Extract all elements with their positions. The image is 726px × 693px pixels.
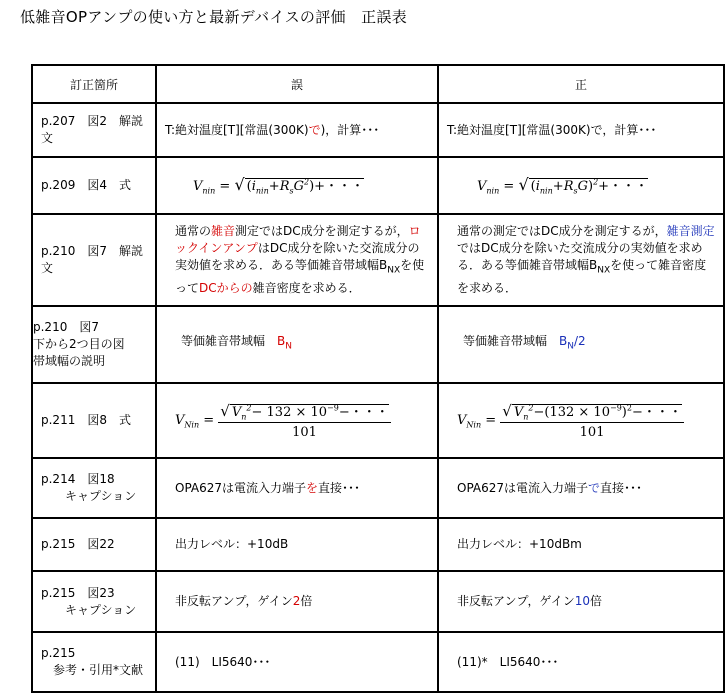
text-segment: 出力レベル：+10dBm — [457, 537, 582, 551]
denominator: 101 — [292, 425, 317, 441]
text-segment: 雑音密度を求める． — [252, 280, 361, 295]
row-location — [32, 157, 156, 214]
location-line: p.215 — [41, 646, 76, 660]
row-wrong — [156, 103, 438, 157]
row-wrong — [156, 458, 438, 518]
sup-2: 2 — [303, 177, 310, 187]
sqrt-symbol: √ — [518, 175, 529, 195]
paren-close: ) — [587, 179, 594, 195]
var-g: G — [293, 179, 304, 195]
header-wrong: 誤 — [156, 65, 438, 103]
highlighted-text: を — [306, 480, 319, 495]
location-line: p.210 図7 — [33, 320, 99, 334]
row-location — [32, 306, 156, 383]
fraction — [218, 401, 390, 441]
row-location — [32, 571, 156, 632]
highlighted-text: N — [285, 341, 292, 352]
var-i: i — [251, 179, 256, 195]
location-line: p.207 図2 解説文 — [41, 114, 143, 145]
paren-open: ( — [530, 179, 536, 195]
header-location: 訂正箇所 — [32, 65, 156, 103]
row-correct — [438, 632, 724, 692]
sqrt-symbol: √ — [502, 401, 512, 420]
sqrt-symbol: √ — [220, 401, 230, 420]
text-segment: OPA627は電流入力端子 — [457, 480, 589, 495]
text-segment: NX — [597, 265, 611, 276]
location-line: キャプション — [41, 489, 137, 503]
row-location — [32, 632, 156, 692]
text-segment: NX — [387, 265, 401, 276]
location-line: 帯域幅の説明 — [33, 354, 106, 368]
paren-close: ) — [621, 404, 627, 420]
row-location — [32, 458, 156, 518]
text-segment: を使って雑音密度を求める． — [457, 258, 707, 295]
sub-nin: nin — [486, 186, 500, 196]
paren-close: ) — [309, 179, 315, 195]
var-g: G — [577, 179, 588, 195]
sqrt-symbol: √ — [234, 175, 245, 195]
sub-nin: Nin — [466, 420, 482, 430]
location-line: 参考・引用*文献 — [41, 663, 144, 677]
row-wrong — [156, 632, 438, 692]
var-v: V — [193, 179, 203, 195]
highlighted-text: N — [567, 341, 574, 352]
text-segment: (11)* LI5640･･･ — [457, 654, 559, 669]
var-r: R — [563, 179, 574, 195]
highlighted-text: ロックインアンプ — [175, 224, 421, 256]
denominator: 101 — [579, 425, 605, 441]
table-header-row — [32, 65, 724, 103]
text-segment: 等価雑音帯域幅 — [181, 334, 278, 349]
sub-nin: nin — [202, 186, 216, 196]
sub-s: s — [289, 186, 294, 196]
row-correct — [438, 306, 724, 383]
location-line: p.215 図22 — [41, 537, 115, 551]
highlighted-text: 2 — [292, 594, 301, 608]
equation — [477, 175, 649, 196]
text-segment: T:絶対温度[T][常温(300K) — [165, 122, 309, 137]
row-location — [32, 383, 156, 458]
text-segment: 通常の測定ではDC成分を測定するが， — [457, 224, 667, 239]
var-v: V — [175, 413, 185, 428]
table-row — [32, 571, 724, 632]
row-location — [32, 214, 156, 306]
ellipsis-term: −・・・ — [338, 404, 389, 420]
formula-fig8-correct — [438, 383, 724, 458]
table-row — [32, 383, 724, 458]
term-132: − 132 × 10 — [251, 404, 328, 420]
text-segment: OPA627は電流入力端子 — [175, 480, 307, 495]
plus-sign: + — [552, 179, 564, 195]
row-wrong — [156, 518, 438, 571]
highlighted-text: B — [559, 334, 568, 349]
ellipsis-term: +・・・ — [314, 179, 365, 195]
table-row — [32, 632, 724, 692]
highlighted-text: B — [277, 334, 286, 349]
exponent: −9 — [609, 403, 622, 413]
sup-2: 2 — [246, 403, 252, 413]
sub-nin: Nin — [184, 420, 200, 430]
var-v: V — [457, 413, 467, 428]
sub-nin: nin — [539, 186, 553, 196]
row-location — [32, 518, 156, 571]
row-correct — [438, 103, 724, 157]
text-segment: 非反転アンプ，ゲイン — [457, 594, 575, 608]
page-title: 低雑音OPアンプの使い方と最新デバイスの評価 正誤表 — [20, 8, 408, 26]
errata-table — [31, 64, 725, 693]
row-correct — [438, 571, 724, 632]
row-location — [32, 103, 156, 157]
formula-fig4-correct — [438, 157, 724, 214]
exponent: −9 — [327, 403, 339, 413]
formula-fig4-wrong — [156, 157, 438, 214]
ellipsis-term: +・・・ — [598, 179, 649, 195]
equals-sign: = — [485, 413, 497, 428]
equals-sign: = — [203, 413, 215, 428]
row-wrong — [156, 214, 438, 306]
equals-sign: = — [503, 179, 515, 195]
table-row — [32, 103, 724, 157]
var-r: R — [279, 179, 290, 195]
text-segment: はDC成分を除いた交流成分の実効値を求める．ある等価雑音帯域幅 — [175, 241, 420, 273]
highlighted-text: 雑音測定 — [666, 224, 715, 239]
sub-n: n — [523, 412, 529, 422]
text-segment: 通常の — [175, 224, 212, 239]
location-line: p.209 図4 式 — [41, 178, 131, 192]
text-segment: 出力レベル：+10dB — [175, 537, 289, 551]
row-correct — [438, 518, 724, 571]
sub-s: s — [573, 186, 578, 196]
table-row — [32, 214, 724, 306]
formula-fig8-wrong — [156, 383, 438, 458]
location-line: p.215 図23 — [41, 585, 115, 600]
var-i: i — [535, 179, 540, 195]
table-row — [32, 157, 724, 214]
location-line: p.214 図18 — [41, 472, 115, 486]
var-vn: V — [513, 404, 524, 420]
row-correct — [438, 214, 724, 306]
sup-2: 2 — [626, 403, 632, 413]
text-segment: 倍 — [300, 594, 313, 608]
location-line: p.210 図7 解説文 — [41, 244, 143, 275]
location-line: キャプション — [41, 602, 137, 617]
highlighted-text: 雑音 — [211, 224, 236, 239]
table-row — [32, 518, 724, 571]
paren-open: ( — [246, 179, 252, 195]
row-correct — [438, 458, 724, 518]
header-correct: 正 — [438, 65, 724, 103]
highlighted-text: /2 — [573, 334, 586, 349]
text-segment: ではDC成分を除いた交流成分の実効値を求める．ある等価雑音帯域幅B — [457, 241, 703, 273]
text-segment: 等価雑音帯域幅 — [463, 334, 560, 349]
var-vn: V — [231, 404, 242, 420]
equals-sign: = — [219, 179, 231, 195]
term-132: −(132 × 10 — [533, 404, 610, 420]
location-line: 下から2つ目の図 — [33, 337, 125, 351]
text-segment: を使って — [175, 258, 425, 295]
text-segment: 倍 — [590, 594, 603, 608]
location-line: p.211 図8 式 — [41, 413, 131, 427]
text-segment: )，計算･･･ — [320, 122, 380, 137]
text-segment: 測定ではDC成分を測定するが， — [235, 224, 409, 239]
plus-sign: + — [268, 179, 280, 195]
text-segment: 直接･･･ — [600, 480, 643, 495]
text-segment: 直接･･･ — [318, 480, 361, 495]
row-wrong — [156, 306, 438, 383]
table-row — [32, 306, 724, 383]
highlighted-text: 10 — [574, 594, 591, 608]
sub-nin: nin — [255, 186, 269, 196]
fraction — [500, 401, 684, 441]
ellipsis-term: −・・・ — [631, 404, 682, 420]
sup-2: 2 — [528, 403, 534, 413]
sub-n: n — [241, 412, 247, 422]
highlighted-text: で — [588, 480, 601, 495]
equation — [193, 175, 365, 196]
var-v: V — [477, 179, 487, 195]
text-segment: T:絶対温度[T][常温(300K)で，計算･･･ — [447, 122, 657, 137]
text-segment: 非反転アンプ，ゲイン — [175, 594, 293, 608]
sup-2: 2 — [593, 177, 599, 187]
text-segment: B — [379, 258, 388, 273]
highlighted-text: で — [308, 122, 321, 137]
highlighted-text: DCからの — [199, 280, 253, 295]
table-row — [32, 458, 724, 518]
text-segment: (11) LI5640･･･ — [175, 654, 271, 669]
row-wrong — [156, 571, 438, 632]
